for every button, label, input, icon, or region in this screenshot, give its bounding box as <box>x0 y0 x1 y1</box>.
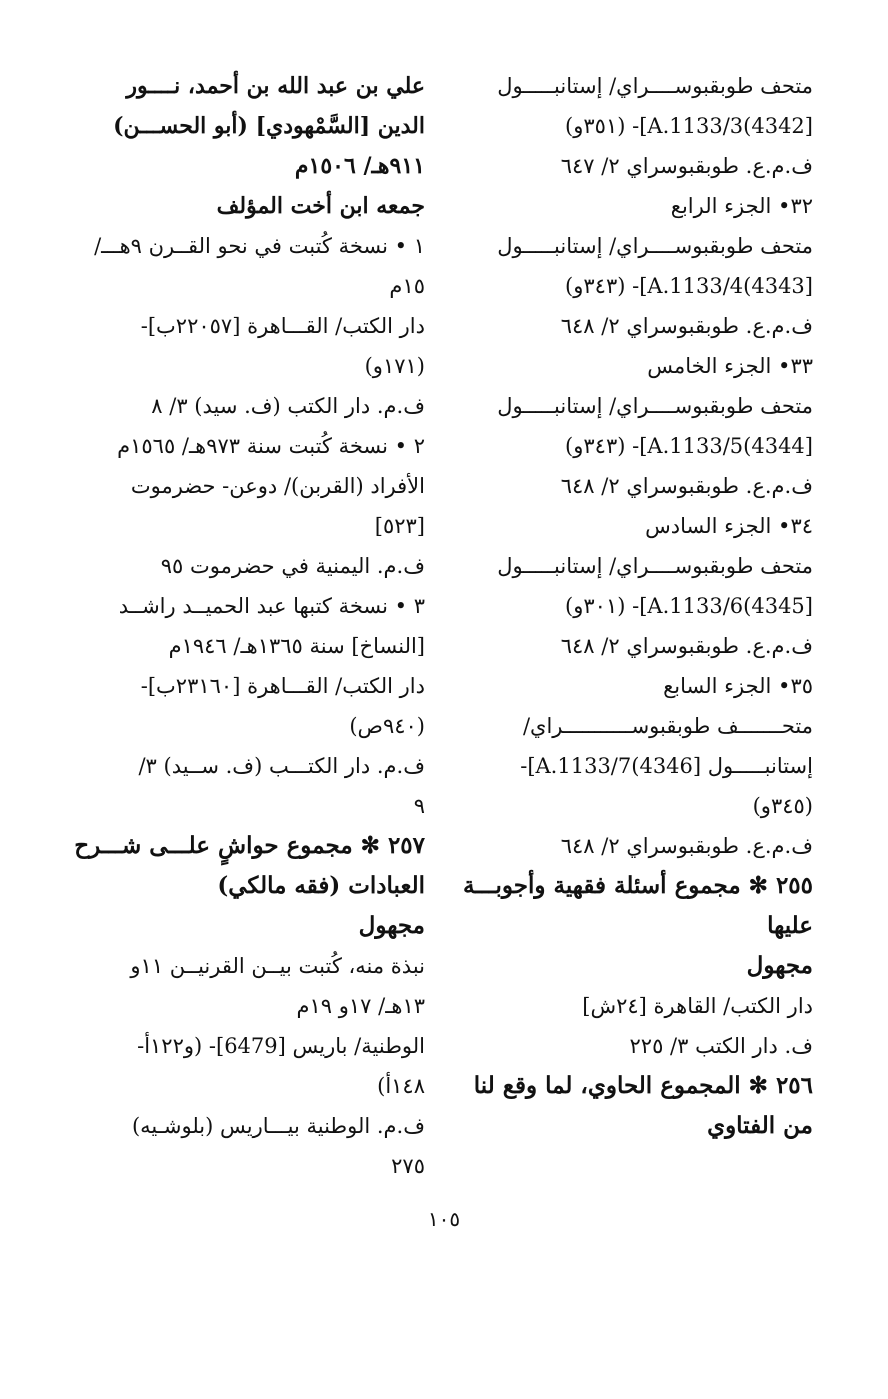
text-line: ف.م. دار الكتب (ف. سيد) ٣/ ٨ <box>151 394 425 418</box>
page-number: ١٠٥ <box>427 1207 461 1231</box>
text-line: متحف طوبقبوســــراي/ إستانبـــــول <box>497 74 813 98</box>
text-line: (٩٤٠ص) <box>349 714 425 738</box>
text-line: العبادات (فقه مالكي) <box>217 872 425 899</box>
text-line: ٩ <box>413 794 425 818</box>
text-line: مجهول <box>358 912 425 939</box>
text-line: دار الكتب/ القـــاهرة [٢٣١٦٠ب]- <box>140 674 425 698</box>
right-column <box>462 66 813 1146</box>
text-line: ف.م.ع. طوبقبوسراي ٢/ ٦٤٨ <box>560 474 813 498</box>
text-line: (٣٤٥و) <box>752 794 813 818</box>
text-line: ٢٥٥ ✻ مجموع أسئلة فقهية وأجوبـــة <box>462 872 813 899</box>
text-line: [4343)A.1133/4]- (٣٤٣و) <box>565 274 813 298</box>
text-line: الدين [السَّمْهودي] (أبو الحســـن) <box>113 113 425 139</box>
text-line: ١٤٨أ) <box>377 1074 425 1098</box>
text-line: ٣ • نسخة كتبها عبد الحميــد راشــد <box>118 594 425 618</box>
text-line: إستانبـــــول [4346)A.1133/7]- <box>520 754 813 778</box>
text-line: [النساخ] سنة ١٣٦٥هـ/ ١٩٤٦م <box>168 634 425 658</box>
text-line: ٢ • نسخة كُتبت سنة ٩٧٣هـ/ ١٥٦٥م <box>117 434 425 458</box>
text-line: ٢٥٦ ✻ المجموع الحاوي، لما وقع لنا <box>473 1072 813 1099</box>
text-line: جمعه ابن أخت المؤلف <box>216 193 425 219</box>
text-line: متحف طوبقبوســــراي/ إستانبـــــول <box>497 234 813 258</box>
text-line: ف.م.ع. طوبقبوسراي ٢/ ٦٤٧ <box>560 154 813 178</box>
text-line: دار الكتب/ القاهرة [٢٤ش] <box>582 994 813 1018</box>
text-line: [4344)A.1133/5]- (٣٤٣و) <box>565 434 813 458</box>
text-line: ف.م. دار الكتـــب (ف. ســيد) ٣/ <box>138 754 425 778</box>
text-line: ٣٢• الجزء الرابع <box>670 194 813 218</box>
text-line: ف.م. اليمنية في حضرموت ٩٥ <box>160 554 425 578</box>
text-line: ٣٣• الجزء الخامس <box>647 354 813 378</box>
text-line: ف.م.ع. طوبقبوسراي ٢/ ٦٤٨ <box>560 314 813 338</box>
left-column <box>74 66 425 1186</box>
text-line: [4342)A.1133/3]- (٣٥١و) <box>565 114 813 138</box>
text-line: الوطنية/ باريس [6479]- (و١٢٢أ- <box>137 1034 425 1058</box>
text-line: [٥٢٣] <box>374 514 425 538</box>
text-line: عليها <box>767 912 813 939</box>
text-line: علي بن عبد الله بن أحمد، نــــور <box>126 73 425 99</box>
text-line: متحف طوبقبوســــراي/ إستانبـــــول <box>497 554 813 578</box>
text-line: [4345)A.1133/6]- (٣٠١و) <box>565 594 813 618</box>
text-line: ف. دار الكتب ٣/ ٢٢٥ <box>629 1034 813 1058</box>
text-line: ١٣هـ/ ١٧و ١٩م <box>296 994 425 1018</box>
text-line: الأفراد (القربن)/ دوعن- حضرموت <box>130 474 425 498</box>
text-line: ٣٥• الجزء السابع <box>663 674 813 698</box>
text-line: ١ • نسخة كُتبت في نحو القــرن ٩هـــ/ <box>94 234 425 258</box>
text-line: متحف طوبقبوســــراي/ إستانبـــــول <box>497 394 813 418</box>
text-line: ٩١١هـ/ ١٥٠٦م <box>294 153 425 179</box>
text-line: من الفتاوي <box>707 1112 813 1139</box>
text-line: ف.م.ع. طوبقبوسراي ٢/ ٦٤٨ <box>560 834 813 858</box>
text-line: ١٥م <box>389 274 425 298</box>
text-line: دار الكتب/ القـــاهرة [٢٢٠٥٧ب]- <box>140 314 425 338</box>
text-line: (١٧١و) <box>364 354 425 378</box>
text-line: ف.م.ع. طوبقبوسراي ٢/ ٦٤٨ <box>560 634 813 658</box>
text-line: مجهول <box>746 952 813 979</box>
text-line: ٢٥٧ ✻ مجموع حواشٍ علـــى شـــرح <box>74 832 425 859</box>
text-line: ٢٧٥ <box>391 1154 425 1178</box>
text-line: نبذة منه، كُتبت بيــن القرنيــن ١١و <box>130 954 425 978</box>
text-line: ٣٤• الجزء السادس <box>645 514 813 538</box>
text-line: ف.م. الوطنية بيـــاريس (بلوشـيه) <box>131 1114 425 1138</box>
text-line: متحـــــــف طوبقبوســـــــــــراي/ <box>522 714 813 738</box>
